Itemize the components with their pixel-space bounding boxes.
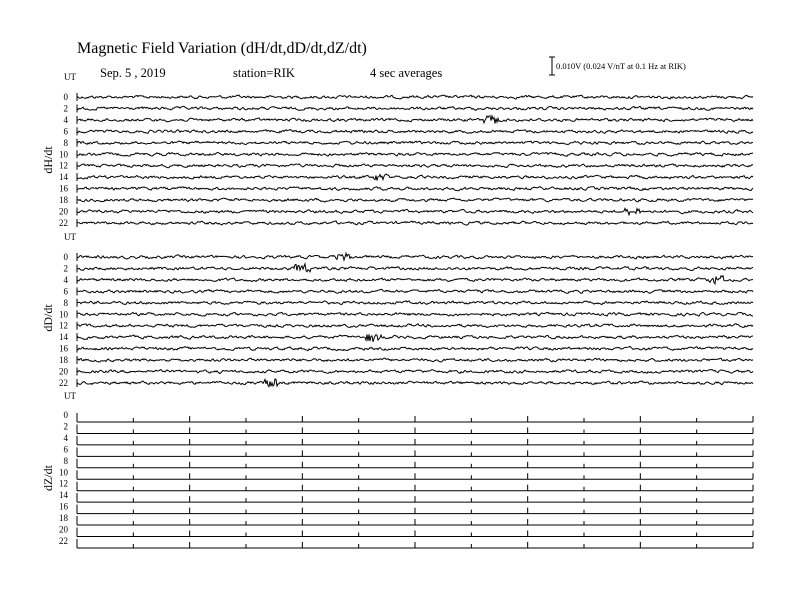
trace-line	[77, 289, 753, 293]
averaging-label: 4 sec averages	[370, 66, 443, 80]
trace-line	[77, 253, 753, 260]
hour-label: 0	[63, 410, 68, 420]
hour-label: 14	[59, 332, 68, 343]
hour-label: 0	[63, 252, 68, 262]
date-label: Sep. 5 , 2019	[100, 66, 166, 80]
hour-label: 4	[63, 114, 68, 125]
hour-label: 4	[63, 274, 68, 285]
component-axis-label: dD/dt	[41, 304, 55, 332]
hour-label: 6	[63, 126, 68, 137]
trace-line	[77, 187, 753, 191]
hour-label: 4	[63, 432, 68, 443]
hour-label: 18	[59, 195, 68, 206]
hour-label: 18	[59, 513, 68, 524]
hour-label: 12	[59, 160, 68, 171]
trace-line	[77, 346, 753, 350]
hour-label: 14	[59, 172, 68, 183]
hour-label: 22	[59, 377, 68, 388]
hour-label: 2	[63, 263, 68, 274]
trace-line	[77, 106, 753, 110]
hour-label: 20	[59, 206, 68, 217]
station-label: station=RIK	[233, 66, 295, 80]
hour-label: 20	[59, 366, 68, 377]
trace-line	[77, 174, 753, 181]
hour-label: 6	[63, 286, 68, 297]
trace-line	[77, 276, 753, 284]
hour-label: 14	[59, 490, 68, 501]
trace-line	[77, 116, 753, 124]
hour-label: 2	[63, 103, 68, 114]
hour-label: 8	[63, 137, 68, 148]
hour-label: 8	[63, 297, 68, 308]
hour-label: 0	[63, 92, 68, 102]
hour-label: 10	[59, 149, 68, 160]
hour-label: 8	[63, 455, 68, 466]
trace-line	[77, 130, 753, 134]
trace-line	[77, 221, 753, 225]
hour-label: 12	[59, 320, 68, 331]
hour-label: 16	[59, 343, 68, 354]
trace-line	[77, 334, 753, 342]
hour-label: 22	[59, 217, 68, 228]
trace-line	[77, 324, 753, 328]
trace-line	[77, 198, 753, 202]
component-axis-label: dH/dt	[41, 146, 55, 174]
hour-label: 10	[59, 467, 68, 478]
hour-label: 2	[63, 421, 68, 432]
hour-label: 12	[59, 478, 68, 489]
trace-line	[77, 301, 753, 305]
component-axis-label: dZ/dt	[41, 465, 55, 491]
ut-axis-label: UT	[64, 391, 76, 401]
trace-line	[77, 370, 753, 374]
hour-label: 18	[59, 355, 68, 366]
ut-axis-label: UT	[64, 72, 76, 82]
trace-line	[77, 208, 753, 215]
trace-line	[77, 312, 753, 316]
hour-label: 10	[59, 309, 68, 320]
trace-line	[77, 379, 753, 387]
ut-axis-label: UT	[64, 232, 76, 242]
scale-label: 0.010V (0.024 V/nT at 0.1 Hz at RIK)	[556, 61, 686, 71]
hour-label: 22	[59, 535, 68, 546]
trace-line	[77, 164, 753, 168]
hour-label: 20	[59, 524, 68, 535]
hour-label: 6	[63, 444, 68, 455]
trace-line	[77, 358, 753, 362]
trace-line	[77, 264, 753, 272]
chart-title: Magnetic Field Variation (dH/dt,dD/dt,dZ/dt)	[77, 40, 367, 57]
trace-line	[77, 95, 753, 99]
hour-label: 16	[59, 501, 68, 512]
hour-label: 16	[59, 183, 68, 194]
trace-line	[77, 141, 753, 145]
trace-line	[77, 152, 753, 156]
